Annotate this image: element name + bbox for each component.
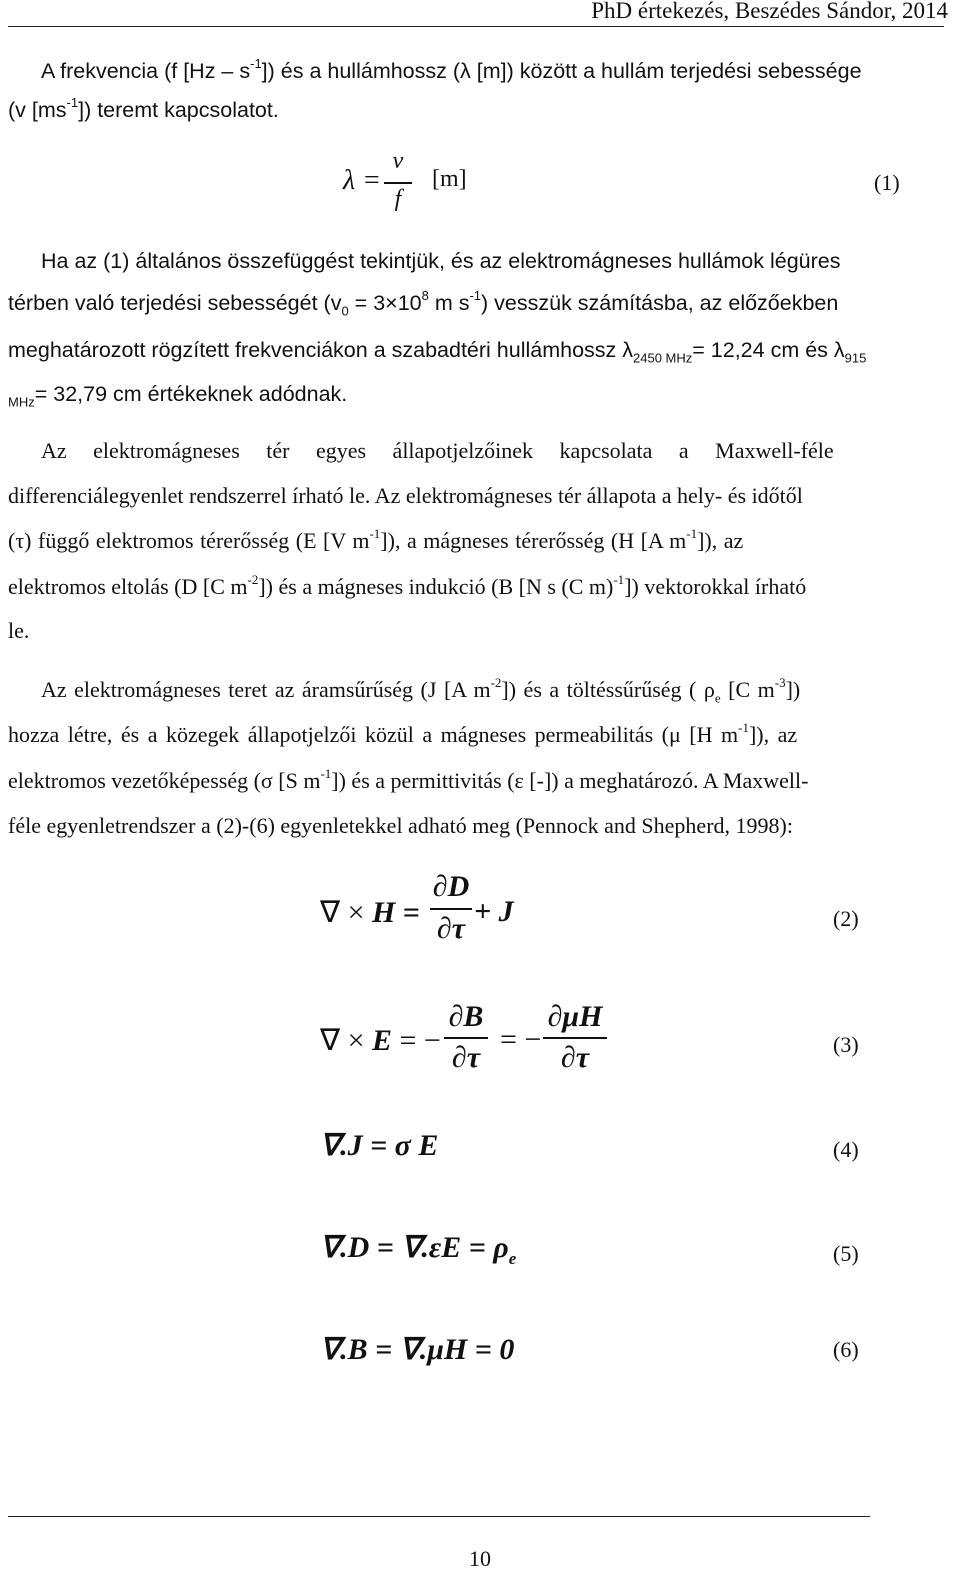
eq3-middle: = −: [500, 1023, 542, 1056]
p2-line-1: Ha az (1) általános összefüggést tekintjük, és az elektromágneses hullámok légüres: [41, 249, 841, 273]
eq6-number: (6): [833, 1337, 859, 1362]
eq3-number: (3): [833, 1032, 859, 1057]
eq1-numerator: v: [392, 148, 404, 174]
eq1-unit: [m]: [432, 166, 467, 192]
footer-rule: [8, 1516, 870, 1517]
p3-line-5: le.: [8, 618, 30, 643]
eq3-lhs: ∇ × E = −: [320, 1024, 441, 1057]
eq2-numerator: ∂D: [432, 870, 470, 903]
p2-line-4: $_{MHz}$= 32,79 cm értékeknek adódnak.: [8, 382, 348, 410]
eq4-formula: ∇.J = σ E: [320, 1129, 439, 1162]
eq2-lhs: ∇ × H =: [320, 896, 420, 929]
eq3-numerator-1: ∂B: [448, 1000, 484, 1033]
eq6-formula: ∇.B = ∇.μH = 0: [320, 1333, 515, 1366]
eq3-numerator-2: ∂μH: [547, 1000, 603, 1033]
p2-line-3: meghatározott rögzített frekvenciákon a szabadtéri hullámhossz $\lambda_{2450 MHz}= 12,24$ cm és $\lambda_{915}$: [8, 338, 867, 366]
p3-line-1: Az elektromágneses tér egyes állapotjelzőinek kapcsolata a Maxwell-féle: [41, 438, 834, 463]
p3-line-4: elektromos eltolás (D [C $m^{-2}$]) és a mágneses indukció (B [N s (C m)$^{-1}$]) vektorokkal írható: [8, 571, 807, 599]
p1-line-2: (v $[ms^{-1}]$) teremt kapcsolatot.: [8, 94, 279, 122]
eq4-number: (4): [833, 1137, 859, 1162]
eq1-number: (1): [874, 170, 900, 195]
eq1-fraction-bar: [384, 182, 412, 184]
running-header: PhD értekezés, Beszédes Sándor, 2014: [591, 0, 948, 23]
page-number: 10: [469, 1546, 491, 1571]
eq3-denominator-1: ∂τ: [451, 1041, 481, 1074]
eq3-fraction-bar-1: [444, 1037, 488, 1039]
p3-line-3: (τ) függő elektromos térerősség (E [V $m^{-1}$]), a mágneses térerősség (H [A $m^{-1}$]), az: [8, 525, 744, 553]
eq2-fraction-bar: [430, 908, 472, 910]
eq5-formula: $\nabla.D = \nabla.\varepsilon E = \rho_e$: [320, 1231, 517, 1268]
eq3-denominator-2: ∂τ: [560, 1041, 590, 1074]
eq5-number: (5): [833, 1241, 859, 1266]
eq3-fraction-bar-2: [543, 1037, 607, 1039]
p4-line-1: Az elektromágneses teret az áramsűrűség (J [A $m^{-2}$]) és a töltéssűrűség ( $\rho_e$ [C $m^{-3}$]): [41, 674, 801, 706]
eq1-lhs: λ =: [343, 165, 382, 196]
p2-line-2: térben való terjedési sebességét ($v_0 = 3\times 10^8$ m $s^{-1}$) vesszük számításba, az előzőekben: [8, 287, 839, 319]
p4-line-3: elektromos vezetőképesség (σ [S $m^{-1}$]) és a permittivitás (ε [-]) a meghatározó. A Maxwell-: [8, 765, 809, 793]
p3-line-2: differenciálegyenlet rendszerrel írható le. Az elektromágneses tér állapota a hely- és időtől: [8, 483, 803, 508]
eq2-number: (2): [833, 906, 859, 931]
p4-line-2: hozza létre, és a közegek állapotjelzői közül a mágneses permeabilitás (μ [H $m^{-1}$]), az: [8, 719, 798, 747]
eq2-rhs: + J: [474, 895, 514, 928]
eq1-denominator: f: [394, 186, 402, 212]
p1-line-1: A frekvencia (f $[Hz - s^{-1}]$) és a hullámhossz (λ [m]) között a hullám terjedési sebessége: [41, 55, 862, 83]
header-rule: [8, 26, 944, 27]
p4-line-4: féle egyenletrendszer a (2)-(6) egyenletekkel adható meg (Pennock and Shepherd, 1998):: [8, 813, 793, 838]
eq2-denominator: ∂τ: [436, 912, 466, 945]
